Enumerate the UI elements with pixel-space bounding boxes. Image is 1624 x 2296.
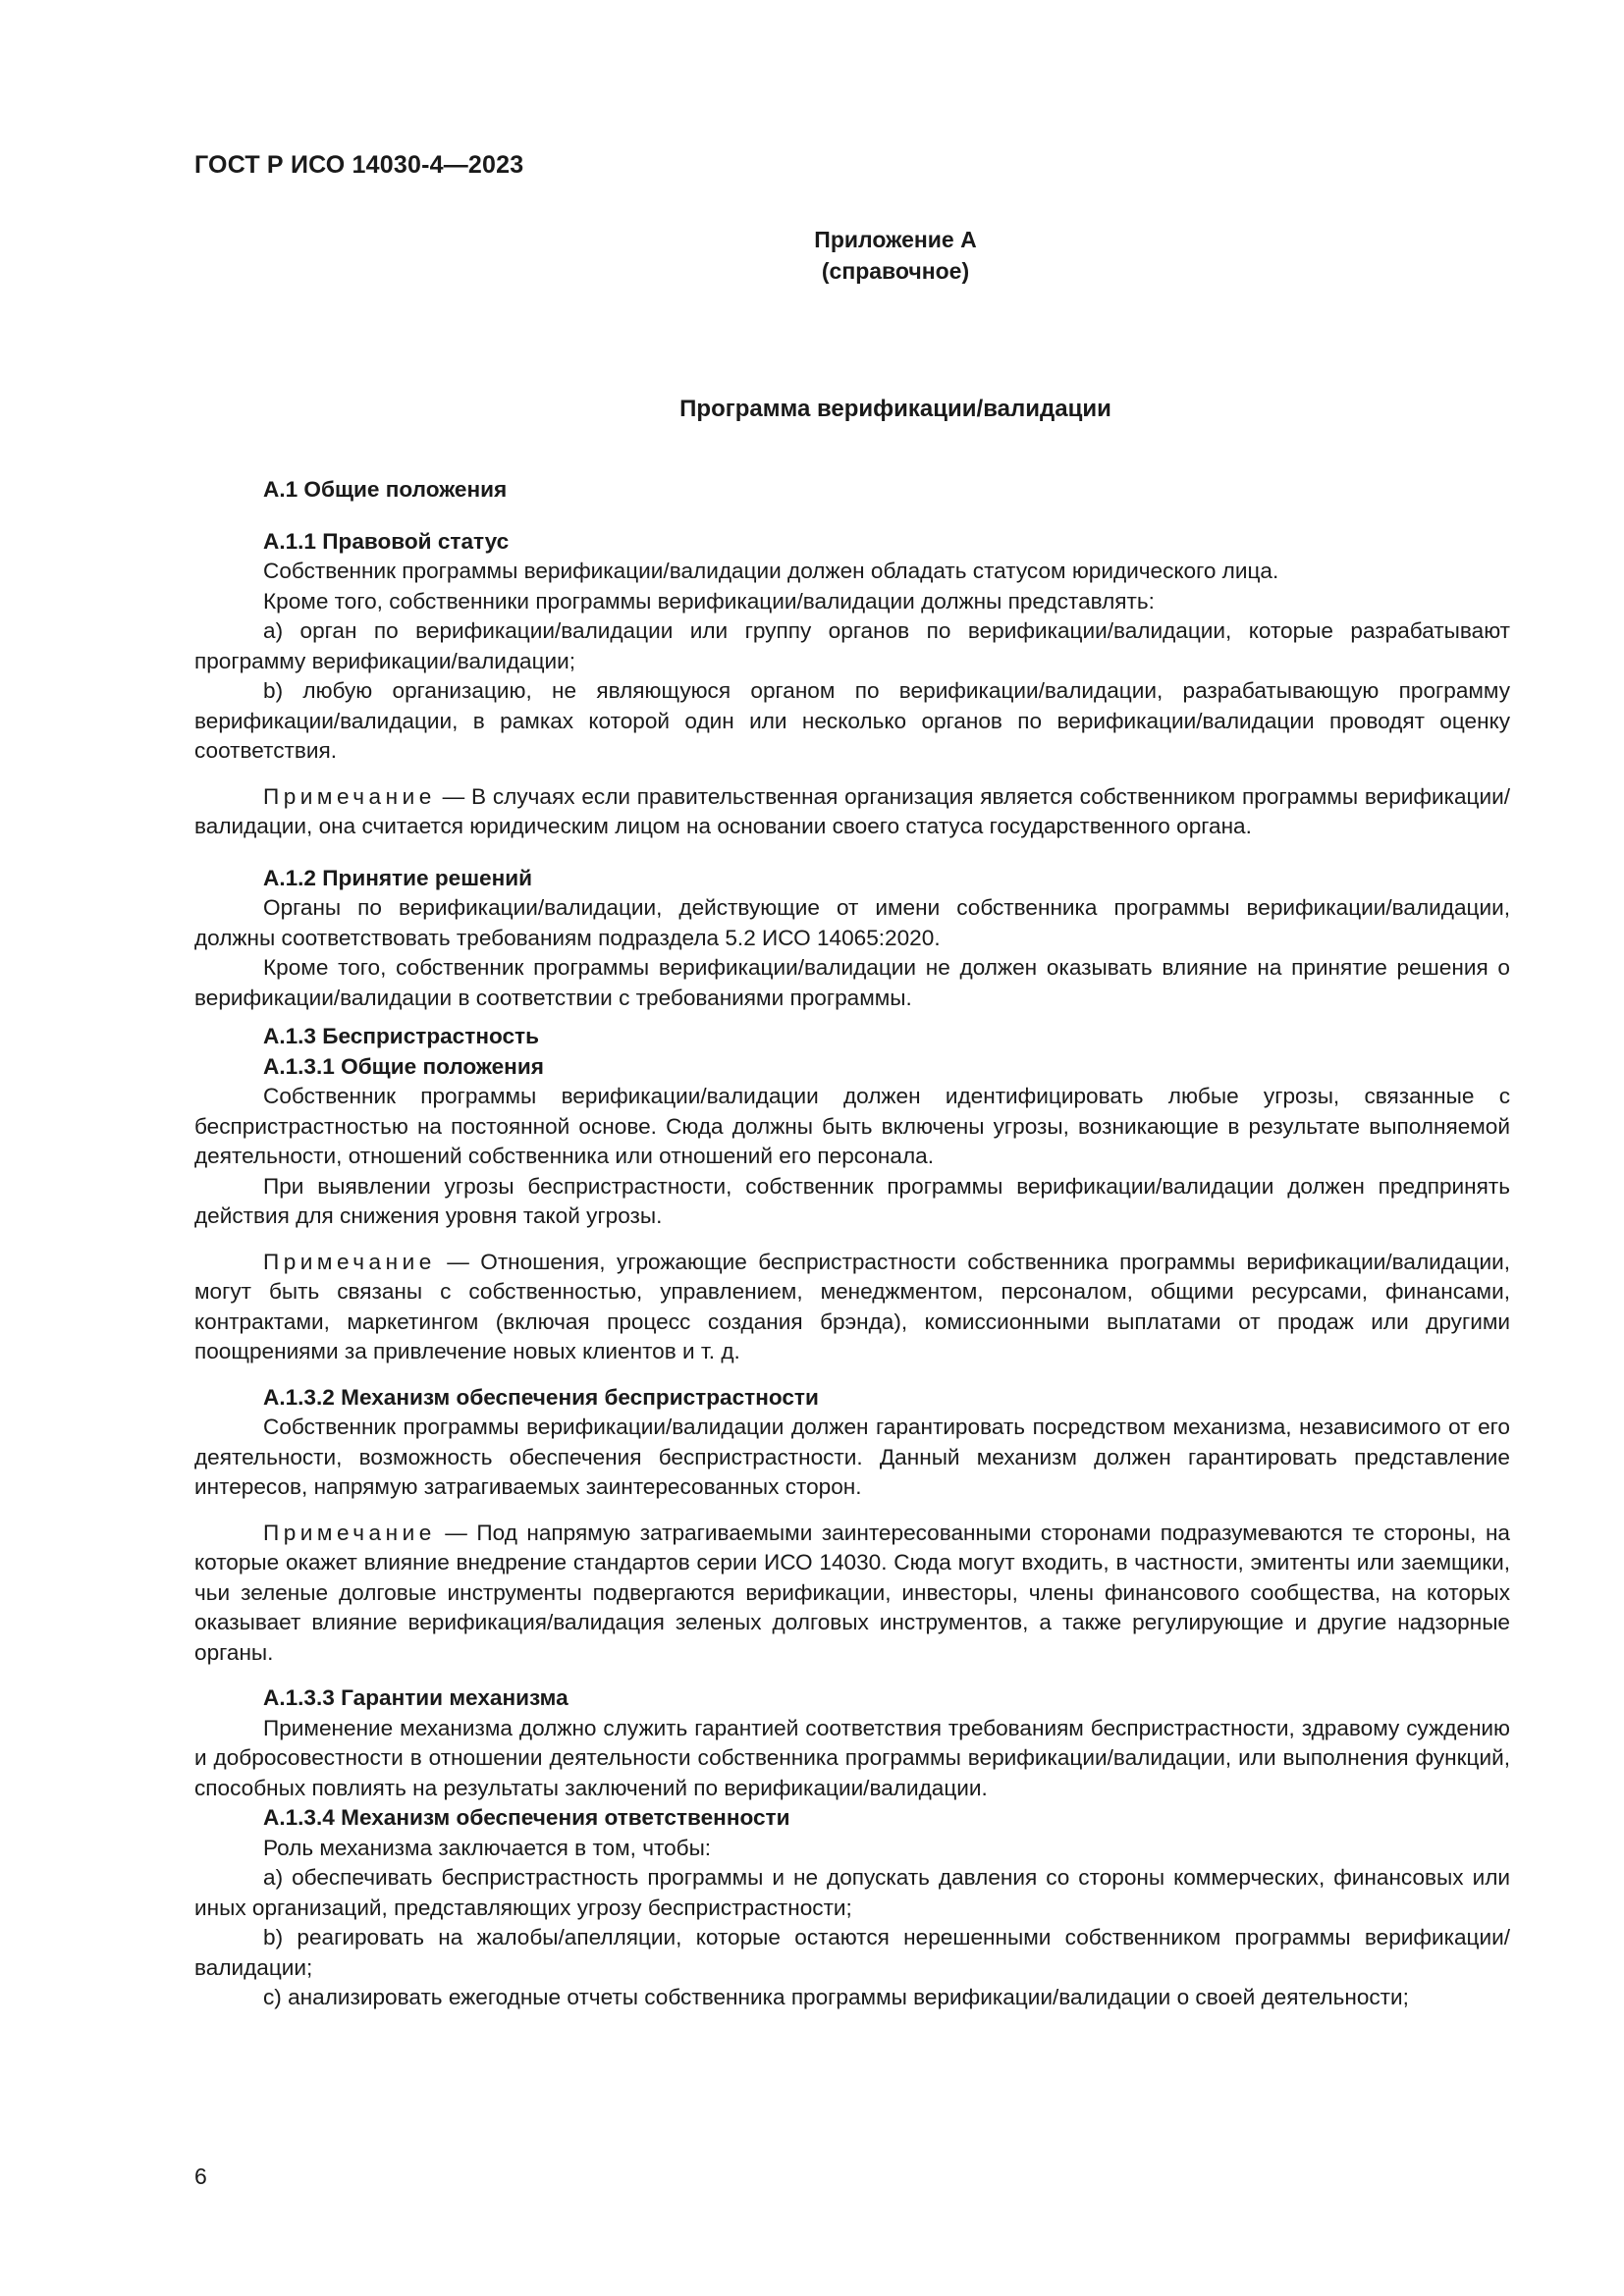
paragraph: Применение механизма должно служить гарантией соответствия требованиям беспристрастности, здравому суждению и добросовестности в отношении деятельности собственника программы верификации/валидации, или выполнения функций, способных повлиять на результаты заключений по верификации/валидации. xyxy=(194,1715,1510,1800)
note-text: — Отношения, угрожающие беспристрастности собственника программы верификации/валидации, могут быть связаны с собственностью, управлением, менеджментом, персоналом, общими ресурсами, финансами, контрактами, маркетингом (включая процесс создания брэнда), комиссионными выплатами от продаж или другими поощрениями за привлечение новых клиентов и т. д. xyxy=(194,1249,1510,1363)
note xyxy=(194,782,1510,842)
list-item: а) орган по верификации/валидации или группу органов по верификации/валидации, которые разрабатывают программу верификации/валидации; xyxy=(194,618,1510,673)
paragraph: Кроме того, собственник программы верификации/валидации не должен оказывать влияние на принятие решения о верификации/валидации в соответствии с требованиями программы. xyxy=(194,955,1510,1010)
paragraph: Собственник программы верификации/валидации должен идентифицировать любые угрозы, связанные с беспристрастностью на постоянной основе. Сюда должны быть включены угрозы, возникающие в результате выполняемой деятельности, отношений собственника или отношений его персонала. xyxy=(194,1084,1510,1168)
note-label: Примечание xyxy=(263,1520,436,1545)
section-heading-a133: А.1.3.3 Гарантии механизма xyxy=(263,1685,568,1710)
list-item: b) реагировать на жалобы/апелляции, которые остаются нерешенными собственником программы верификации/валидации; xyxy=(194,1925,1510,1980)
annex-type: (справочное) xyxy=(821,258,970,284)
note xyxy=(194,1248,1510,1367)
annex-label: Приложение А xyxy=(814,227,977,252)
document-header: ГОСТ Р ИСО 14030-4—2023 xyxy=(194,151,524,179)
note-text: — Под напрямую затрагиваемыми заинтересованными сторонами подразумеваются те стороны, на которые окажет влияние внедрение стандартов серии ИСО 14030. Сюда могут входить, в частности, эмитенты или заемщики, чьи зеленые долговые инструменты подвергаются верификации, инвесторы, члены финансового сообщества, на которых оказывает влияние верификация/валидация зеленых долговых инструментов, а также регулирующие и другие надзорные органы. xyxy=(194,1520,1510,1665)
note-label: Примечание xyxy=(263,783,436,809)
page-number: 6 xyxy=(194,2163,207,2189)
list-item: а) обеспечивать беспристрастность программы и не допускать давления со стороны коммерческих, финансовых или иных организаций, представляющих угрозу беспристрастности; xyxy=(194,1865,1510,1920)
note-label: Примечание xyxy=(263,1249,436,1274)
section-heading-a12: А.1.2 Принятие решений xyxy=(263,865,533,890)
paragraph: Собственник программы верификации/валидации должен гарантировать посредством механизма, независимого от его деятельности, возможность обеспечения беспристрастности. Данный механизм должен гарантировать представление интересов, напрямую затрагиваемых заинтересованных сторон. xyxy=(194,1415,1510,1499)
paragraph: Органы по верификации/валидации, действующие от имени собственника программы верификации/валидации, должны соответствовать требованиям подраздела 5.2 ИСО 14065:2020. xyxy=(194,895,1510,950)
document-body xyxy=(194,475,1510,2013)
section-heading-a13: А.1.3 Беспристрастность xyxy=(263,1024,539,1048)
list-item: с) анализировать ежегодные отчеты собственника программы верификации/валидации о своей деятельности; xyxy=(263,1985,1409,2009)
section-heading-a132: А.1.3.2 Механизм обеспечения беспристрастности xyxy=(263,1384,819,1410)
paragraph: Собственник программы верификации/валидации должен обладать статусом юридического лица. xyxy=(263,559,1279,583)
paragraph: Кроме того, собственники программы верификации/валидации должны представлять: xyxy=(263,588,1155,614)
paragraph: Роль механизма заключается в том, чтобы: xyxy=(263,1835,712,1860)
section-heading-a1: А.1 Общие положения xyxy=(263,477,508,502)
annex-heading xyxy=(0,224,1624,287)
section-heading-a131: А.1.3.1 Общие положения xyxy=(263,1053,544,1079)
section-heading-a11: А.1.1 Правовой статус xyxy=(263,528,510,554)
paragraph: При выявлении угрозы беспристрастности, собственник программы верификации/валидации должен предпринять действия для снижения уровня такой угрозы. xyxy=(194,1173,1510,1228)
note-text: — В случаях если правительственная организация является собственником программы верификации/валидации, она считается юридическим лицом на основании своего статуса государственного органа. xyxy=(194,783,1510,838)
list-item: b) любую организацию, не являющуюся органом по верификации/валидации, разрабатывающую программу верификации/валидации, в рамках которой один или несколько органов по верификации/валидации проводят оценку соответствия. xyxy=(194,678,1510,763)
note xyxy=(194,1519,1510,1669)
annex-title: Программа верификации/валидации xyxy=(679,396,1111,422)
section-heading-a134: А.1.3.4 Механизм обеспечения ответственности xyxy=(263,1805,790,1830)
